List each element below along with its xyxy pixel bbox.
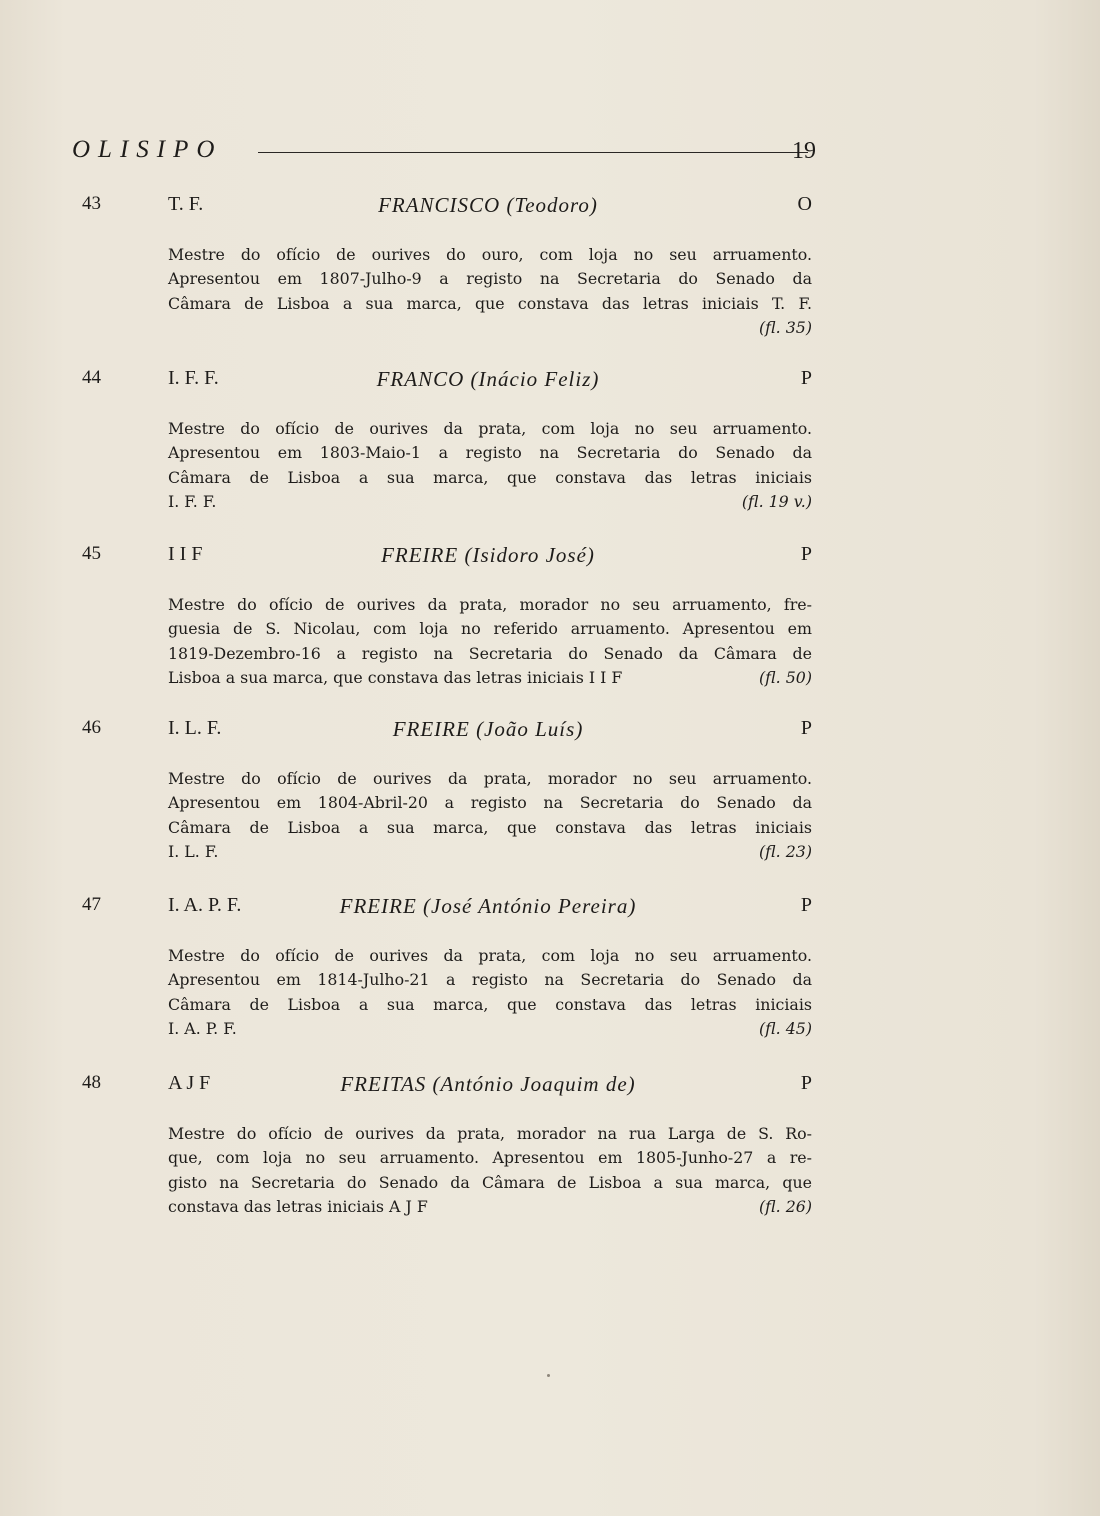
- body-line: Câmara de Lisboa a sua marca, que constava das letras iniciais T. F.: [168, 293, 812, 313]
- entry-initials: I. A. P. F.: [168, 894, 242, 916]
- body-line: guesia de S. Nicolau, com loja no referido arruamento. Apresentou em: [168, 619, 812, 639]
- entry-initials: T. F.: [168, 193, 204, 215]
- body-last-line: [168, 490, 812, 514]
- body-last-line: [168, 1195, 812, 1219]
- entry-metal: P: [800, 1072, 812, 1094]
- folio-reference: (fl. 23): [758, 842, 812, 862]
- body-last-line: [168, 666, 812, 690]
- entry-description: [168, 593, 812, 691]
- body-last-line: [168, 840, 812, 864]
- folio-reference: (fl. 35): [758, 318, 812, 338]
- entry-initials: I. F. F.: [168, 367, 219, 389]
- entry-metal: P: [800, 717, 812, 739]
- running-head: [72, 136, 816, 172]
- entry-description: [168, 243, 812, 341]
- body-line: Câmara de Lisboa a sua marca, que constava das letras iniciais: [168, 994, 812, 1014]
- body-line: I. L. F.: [168, 842, 219, 862]
- body-line: Apresentou em 1814-Julho-21 a registo na Secretaria do Senado da: [168, 970, 812, 990]
- folio-reference: (fl. 45): [758, 1019, 812, 1039]
- paper-speck: [547, 1374, 550, 1377]
- entry-description: [168, 1122, 812, 1220]
- entry-name: FREIRE (José António Pereira): [339, 894, 637, 918]
- entry-name: FRANCO (Inácio Feliz): [376, 367, 600, 391]
- entry-name: FREIRE (Isidoro José): [381, 543, 595, 567]
- body-line: Apresentou em 1807-Julho-9 a registo na Secretaria do Senado da: [168, 269, 812, 289]
- body-line: I. F. F.: [168, 492, 217, 512]
- entry-number: 45: [82, 543, 101, 564]
- entry-initials: A J F: [168, 1072, 211, 1094]
- header-rule: [258, 152, 808, 153]
- entry-metal: P: [800, 367, 812, 389]
- entry-initials: I. L. F.: [168, 717, 222, 739]
- journal-title: OLISIPO: [72, 136, 223, 163]
- body-line: Lisboa a sua marca, que constava das letras iniciais I I F: [168, 668, 623, 688]
- body-line: Câmara de Lisboa a sua marca, que constava das letras iniciais: [168, 467, 812, 487]
- body-line: gisto na Secretaria do Senado da Câmara de Lisboa a sua marca, que: [168, 1172, 812, 1192]
- entry-number: 48: [82, 1072, 101, 1093]
- body-line: constava das letras iniciais A J F: [168, 1197, 428, 1217]
- folio-reference: (fl. 50): [758, 668, 812, 688]
- body-line: Apresentou em 1803-Maio-1 a registo na Secretaria do Senado da: [168, 443, 812, 463]
- body-line: Mestre do ofício de ourives da prata, morador no seu arruamento.: [168, 769, 812, 788]
- body-line: Mestre do ofício de ourives da prata, com loja no seu arruamento.: [168, 419, 812, 438]
- entry-metal: P: [800, 894, 812, 916]
- body-line: I. A. P. F.: [168, 1019, 237, 1039]
- body-last-line: [168, 1017, 812, 1041]
- entry-number: 47: [82, 894, 101, 915]
- folio-reference: (fl. 19 v.): [741, 492, 812, 512]
- folio-reference: (fl. 26): [758, 1197, 812, 1217]
- body-line: Mestre do ofício de ourives da prata, morador na rua Larga de S. Ro-: [168, 1124, 812, 1143]
- body-line: Mestre do ofício de ourives da prata, morador no seu arruamento, fre-: [168, 595, 812, 614]
- entry-description: [168, 944, 812, 1042]
- entry-number: 46: [82, 717, 101, 738]
- entry-number: 43: [82, 193, 101, 214]
- entry-number: 44: [82, 367, 101, 388]
- entry-description: [168, 417, 812, 515]
- entry-metal: O: [797, 193, 812, 215]
- entry-metal: P: [800, 543, 812, 565]
- body-line: Mestre do ofício de ourives do ouro, com loja no seu arruamento.: [168, 245, 812, 264]
- body-line: Apresentou em 1804-Abril-20 a registo na Secretaria do Senado da: [168, 793, 812, 813]
- page-number: 19: [792, 138, 816, 164]
- entry-name: FREITAS (António Joaquim de): [340, 1072, 636, 1096]
- body-line: Câmara de Lisboa a sua marca, que constava das letras iniciais: [168, 817, 812, 837]
- entry-initials: I I F: [168, 543, 203, 565]
- body-line: que, com loja no seu arruamento. Apresentou em 1805-Junho-27 a re-: [168, 1148, 812, 1168]
- body-line: Mestre do ofício de ourives da prata, com loja no seu arruamento.: [168, 946, 812, 965]
- body-line: 1819-Dezembro-16 a registo na Secretaria do Senado da Câmara de: [168, 643, 812, 663]
- entry-name: FREIRE (João Luís): [392, 717, 584, 741]
- body-last-line: [168, 316, 812, 340]
- entry-description: [168, 767, 812, 865]
- entry-name: FRANCISCO (Teodoro): [378, 193, 598, 217]
